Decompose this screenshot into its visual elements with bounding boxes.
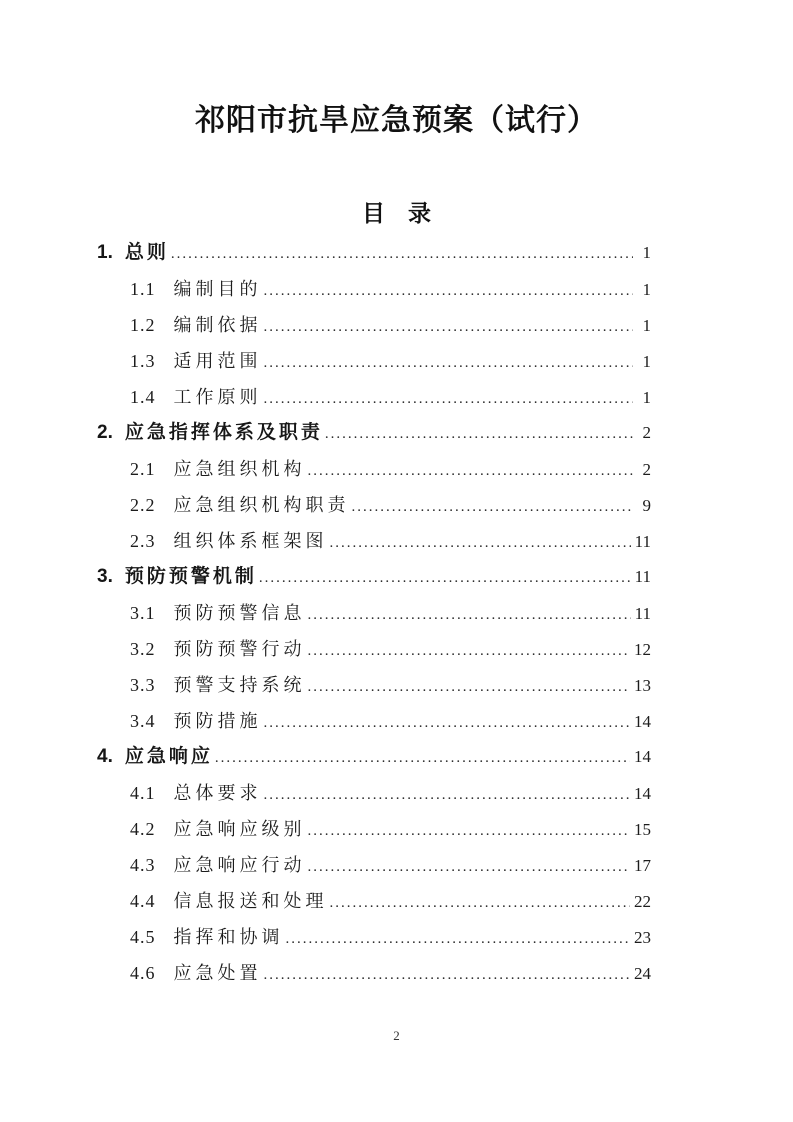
dot-leader: [308, 847, 631, 885]
dot-leader: [330, 883, 631, 921]
toc-entry-label: 预警支持系统: [173, 675, 306, 695]
toc-entry-page: 1: [642, 316, 651, 335]
toc-entry-label: 预防措施: [173, 711, 262, 731]
toc-entry-number: 3.2: [130, 639, 156, 659]
toc-entry-label: 信息报送和处理: [173, 891, 328, 911]
toc-entry[interactable]: [97, 451, 651, 487]
toc-entry-page: 13: [634, 676, 651, 695]
dot-leader: [308, 667, 631, 705]
toc-entry[interactable]: [97, 595, 651, 631]
toc-entry-page: 22: [634, 892, 651, 911]
toc-entry[interactable]: [97, 307, 651, 343]
toc-entry-number: 4.4: [130, 891, 156, 911]
toc-entry-label: 适用范围: [173, 351, 262, 371]
toc-entry-label: 应急响应行动: [173, 855, 306, 875]
dot-leader: [264, 271, 634, 309]
toc-entry[interactable]: [97, 919, 651, 955]
dot-leader: [352, 487, 634, 525]
toc-entry-number: 2.1: [130, 459, 156, 479]
toc-entry-page: 1: [642, 243, 651, 262]
toc-entry-label: 应急组织机构: [173, 459, 306, 479]
toc-entry[interactable]: [97, 739, 651, 775]
dot-leader: [264, 343, 634, 381]
toc-entry-number: 4.5: [130, 927, 156, 947]
toc-entry-page: 14: [634, 747, 651, 766]
toc-entry[interactable]: [97, 235, 651, 271]
toc-entry-number: 4.2: [130, 819, 156, 839]
toc-entry-page: 24: [634, 964, 651, 983]
toc-entry-page: 11: [634, 567, 651, 586]
toc-entry-label: 总体要求: [173, 783, 262, 803]
page-footer: [0, 1028, 793, 1044]
dot-leader: [264, 703, 631, 741]
toc-entry-page: 15: [634, 820, 651, 839]
toc-entry[interactable]: [97, 667, 651, 703]
toc-list: [97, 235, 651, 991]
dot-leader: [264, 307, 634, 345]
toc-entry-number: 4.: [97, 746, 113, 767]
toc-entry[interactable]: [97, 487, 651, 523]
dot-leader: [215, 739, 630, 776]
toc-entry-number: 1.2: [130, 315, 156, 335]
toc-entry[interactable]: [97, 523, 651, 559]
dot-leader: [171, 235, 633, 272]
toc-entry-number: 2.3: [130, 531, 156, 551]
toc-entry-label: 预防预警信息: [173, 603, 306, 623]
toc-entry-number: 1.: [97, 242, 113, 263]
dot-leader: [259, 559, 631, 596]
dot-leader: [308, 451, 634, 489]
toc-entry[interactable]: [97, 343, 651, 379]
toc-entry[interactable]: [97, 559, 651, 595]
toc-entry-label: 预防预警行动: [173, 639, 306, 659]
toc-entry-number: 3.1: [130, 603, 156, 623]
toc-entry-label: 应急指挥体系及职责: [124, 422, 323, 443]
toc-entry-number: 2.2: [130, 495, 156, 515]
toc-entry-number: 4.3: [130, 855, 156, 875]
toc-entry-number: 3.: [97, 566, 113, 587]
toc-entry-number: 3.4: [130, 711, 156, 731]
toc-entry[interactable]: [97, 883, 651, 919]
toc-entry-label: 组织体系框架图: [173, 531, 328, 551]
toc-entry[interactable]: [97, 271, 651, 307]
document-title: 祁阳市抗旱应急预案（试行）: [195, 104, 598, 137]
toc-entry-label: 应急响应级别: [173, 819, 306, 839]
page-number: 2: [393, 1028, 400, 1043]
toc-entry-number: 4.6: [130, 963, 156, 983]
toc-entry-page: 1: [642, 352, 651, 371]
toc-entry-page: 11: [634, 532, 651, 551]
toc-entry[interactable]: [97, 811, 651, 847]
toc-entry-page: 14: [634, 712, 651, 731]
toc-entry[interactable]: [97, 631, 651, 667]
toc-entry-number: 1.1: [130, 279, 156, 299]
toc-entry-page: 2: [642, 460, 651, 479]
dot-leader: [308, 595, 631, 633]
toc-entry-label: 工作原则: [173, 387, 262, 407]
toc-entry-label: 编制依据: [173, 315, 262, 335]
dot-leader: [308, 811, 631, 849]
toc-entry[interactable]: [97, 775, 651, 811]
toc-entry-page: 2: [642, 423, 651, 442]
toc-entry-label: 编制目的: [173, 279, 262, 299]
toc-entry-page: 14: [634, 784, 651, 803]
toc-entry[interactable]: [97, 379, 651, 415]
dot-leader: [325, 415, 633, 452]
toc-entry-label: 应急处置: [173, 963, 262, 983]
toc-entry[interactable]: [97, 703, 651, 739]
toc-entry-label: 指挥和协调: [173, 927, 284, 947]
dot-leader: [264, 775, 631, 813]
dot-leader: [330, 523, 631, 561]
toc-entry-page: 11: [634, 604, 651, 623]
dot-leader: [264, 955, 631, 993]
toc-entry-label: 应急响应: [124, 746, 213, 767]
toc-entry-number: 4.1: [130, 783, 156, 803]
toc-entry-page: 1: [642, 388, 651, 407]
toc-heading: 目 录: [362, 201, 431, 226]
toc-entry-label: 总则: [124, 242, 169, 263]
toc-entry-page: 12: [634, 640, 651, 659]
toc-entry-number: 1.3: [130, 351, 156, 371]
dot-leader: [308, 631, 631, 669]
toc-entry[interactable]: [97, 415, 651, 451]
dot-leader: [286, 919, 631, 957]
toc-entry-label: 预防预警机制: [124, 566, 257, 587]
toc-entry-page: 23: [634, 928, 651, 947]
toc-entry-label: 应急组织机构职责: [173, 495, 350, 515]
toc-entry-page: 17: [634, 856, 651, 875]
toc-entry-page: 9: [642, 496, 651, 515]
toc-entry-number: 1.4: [130, 387, 156, 407]
toc-entry-number: 3.3: [130, 675, 156, 695]
dot-leader: [264, 379, 634, 417]
toc-entry[interactable]: [97, 847, 651, 883]
toc-entry-page: 1: [642, 280, 651, 299]
toc-entry[interactable]: [97, 955, 651, 991]
toc-entry-number: 2.: [97, 422, 113, 443]
